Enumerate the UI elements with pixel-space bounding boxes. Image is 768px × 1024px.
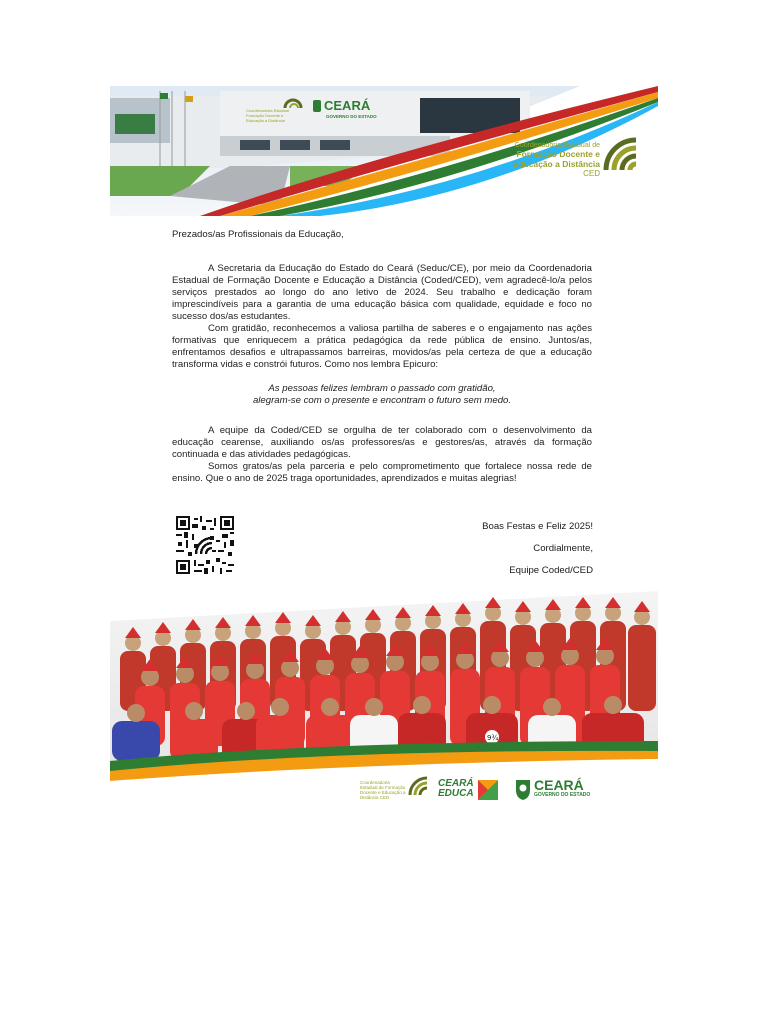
epicurus-quote: As pessoas felizes lembram o passado com gratidão, alegram-se com o presente e encontram o futuro sem medo. bbox=[252, 383, 512, 406]
closing-signature: Equipe Coded/CED bbox=[509, 565, 593, 576]
svg-text:9¾: 9¾ bbox=[487, 734, 499, 742]
paragraph-4: Somos gratos/as pela parceria e pelo comprometimento que fortalece nossa rede de ensino. Que o ano de 2025 traga oportunidades, aprendizados e muitas alegrias! bbox=[172, 461, 592, 484]
salutation: Prezados/as Profissionais da Educação, bbox=[172, 229, 344, 240]
qr-code[interactable] bbox=[176, 516, 234, 574]
svg-text:Educação a Distância: Educação a Distância bbox=[246, 118, 285, 123]
header-banner bbox=[110, 86, 658, 216]
closing bbox=[482, 516, 593, 582]
building-logo-text: CEARÁ bbox=[324, 98, 371, 113]
svg-text:Coordenadoria Estadual: Coordenadoria Estadual bbox=[246, 108, 290, 113]
footer-ced-logo: Coordenadoria Estadual de Formação Docente e Educação a Distância CED bbox=[360, 780, 406, 800]
svg-text:GOVERNO DO ESTADO: GOVERNO DO ESTADO bbox=[326, 114, 377, 119]
ceara-educa-mark bbox=[478, 780, 498, 800]
closing-regards: Cordialmente, bbox=[533, 543, 593, 554]
ceara-educa-logo: CEARÁ EDUCA bbox=[438, 778, 474, 799]
footer-logos bbox=[360, 776, 650, 806]
letter-body bbox=[172, 229, 592, 485]
paragraph-2: Com gratidão, reconhecemos a valiosa partilha de saberes e o engajamento nas ações formativas que enriquecem a prática pedagógica da rede pública de ensino. Juntos/as, enfrentamos desafios e ultrapassamos barreiras, movidos/as pela certeza de que a educação transforma vidas e constrói futuros. Como nos lembra Epicuro: bbox=[172, 323, 592, 370]
footer-ced-icon bbox=[408, 776, 428, 796]
letter-page bbox=[110, 86, 658, 818]
ced-logo: Coordenadoria Estadual de Formação Docente e Educação a Distância CED bbox=[512, 142, 600, 178]
gov-ceara-logo: CEARÁ GOVERNO DO ESTADO bbox=[534, 777, 591, 798]
paragraph-3: A equipe da Coded/CED se orgulha de ter colaborado com o desenvolvimento da educação cearense, auxiliando os/as professores/as e gestores/as, através da formação continuada e das atividades pedagógicas. bbox=[172, 425, 592, 460]
ced-logo-icon bbox=[602, 136, 638, 172]
ceara-coat-of-arms-icon bbox=[515, 778, 531, 800]
closing-greeting: Boas Festas e Feliz 2025! bbox=[482, 521, 593, 532]
svg-text:Formação Docente e: Formação Docente e bbox=[246, 113, 284, 118]
paragraph-1: A Secretaria da Educação do Estado do Ceará (Seduc/CE), por meio da Coordenadoria Estadual de Formação Docente e Educação a Distância (Coded/CED), vem agradecê-lo/a pelos serviços prestados ao longo do ano letivo de 2024. Seu trabalho e dedicação foram imprescindíveis para a garantia de uma educação básica com qualidade, equidade e foco no sucesso dos/as estudantes. bbox=[172, 263, 592, 322]
